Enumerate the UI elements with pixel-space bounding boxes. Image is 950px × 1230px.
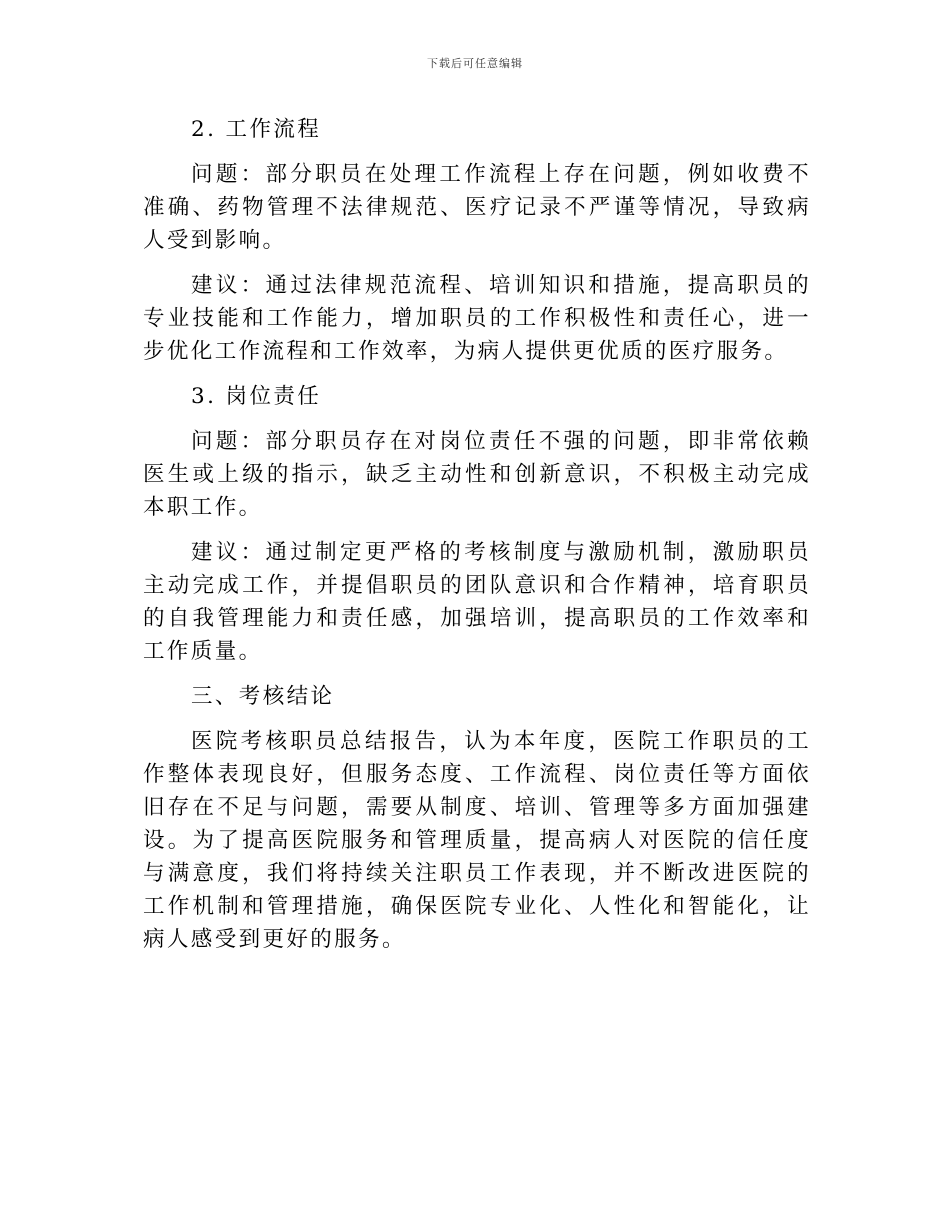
responsibility-suggestion-paragraph: 建议：通过制定更严格的考核制度与激励机制，激励职员主动完成工作，并提倡职员的团队意识和合作精神，培育职员的自我管理能力和责任感，加强培训，提高职员的工作效率和工作质量。 (143, 540, 811, 664)
workflow-suggestion-paragraph: 建议：通过法律规范流程、培训知识和措施，提高职员的专业技能和工作能力，增加职员的工作积极性和责任心，进一步优化工作流程和工作效率，为病人提供更优质的医疗服务。 (143, 273, 811, 364)
workflow-problem-paragraph: 问题：部分职员在处理工作流程上存在问题，例如收费不准确、药物管理不法律规范、医疗记录不严谨等情况，导致病人受到影响。 (143, 162, 811, 253)
section-heading-responsibility: 3. 岗位责任 (191, 384, 322, 409)
conclusion-paragraph: 医院考核职员总结报告，认为本年度，医院工作职员的工作整体表现良好，但服务态度、工作流程、岗位责任等方面依旧存在不足与问题，需要从制度、培训、管理等多方面加强建设。为了提高医院服务和管理质量，提高病人对医院的信任度与满意度，我们将持续关注职员工作表现，并不断改进医院的工作机制和管理措施，确保医院专业化、人性化和智能化，让病人感受到更好的服务。 (143, 729, 811, 952)
page-header-note: 下载后可任意编辑 (427, 57, 523, 70)
conclusion-heading: 三、考核结论 (191, 684, 335, 709)
section-heading-workflow: 2. 工作流程 (191, 117, 322, 142)
responsibility-problem-paragraph: 问题：部分职员存在对岗位责任不强的问题，即非常依赖医生或上级的指示，缺乏主动性和创新意识，不积极主动完成本职工作。 (143, 429, 811, 520)
document-body (143, 113, 811, 968)
